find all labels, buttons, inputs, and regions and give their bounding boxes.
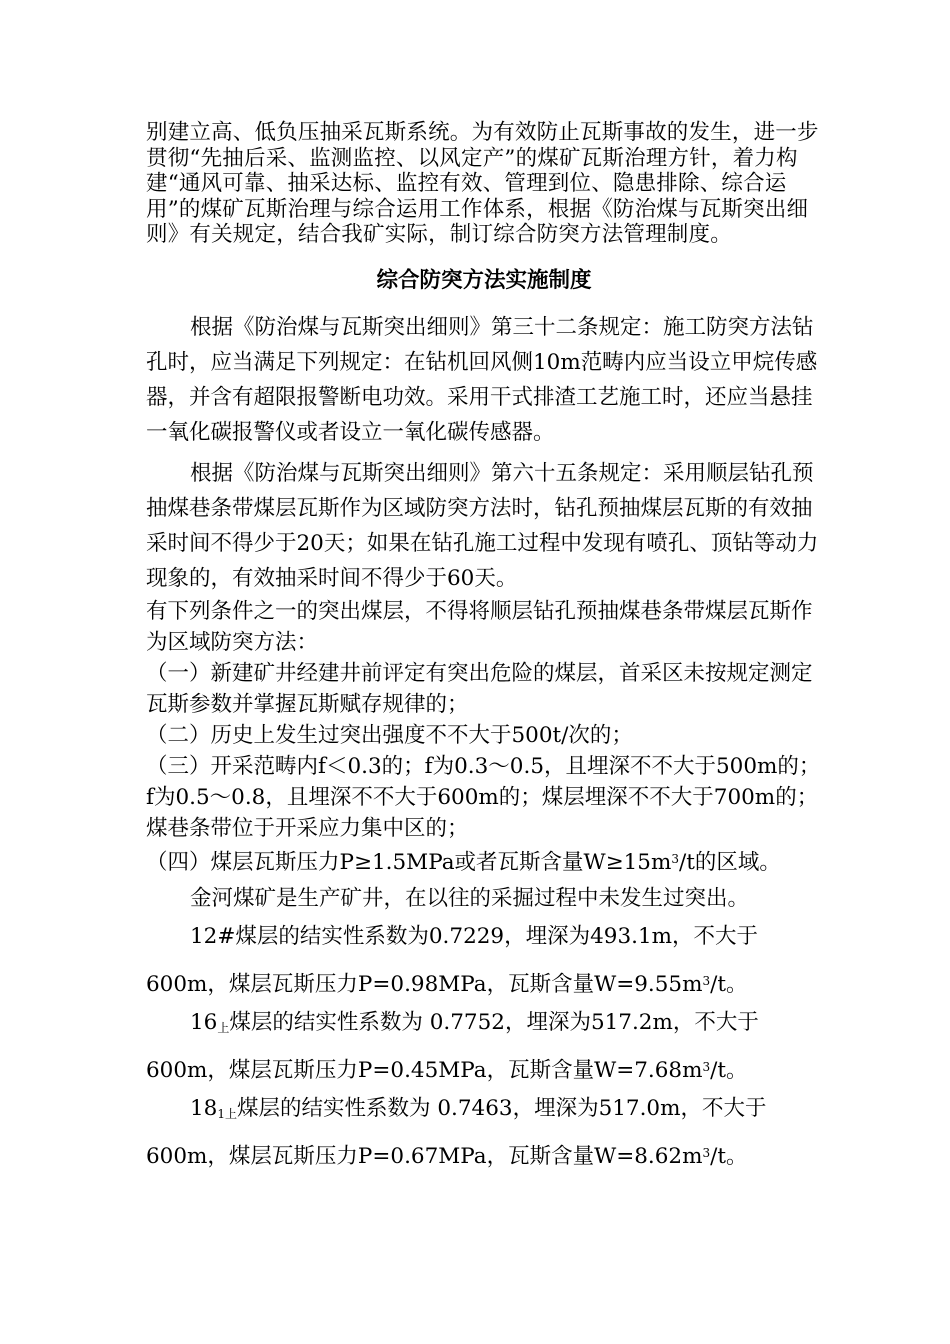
list-item-tail: /t的区域。: [679, 849, 781, 875]
seam-text: 煤层的结实性系数为 0.7752，埋深为517.2m，不大于600m，煤层瓦斯压力P=0.45MPa，瓦斯含量W=7.68m: [146, 1010, 759, 1083]
list-item: [146, 844, 822, 878]
seam-paragraph: [146, 1004, 822, 1090]
list-item: （二）历史上发生过突出强度不不大于500t/次的；: [146, 722, 633, 748]
seam-subscript: 上: [217, 1021, 230, 1035]
intro-paragraph: 别建立高、低负压抽采瓦斯系统。为有效防止瓦斯事故的发生，进一步贯彻“先抽后采、监测监控、以风定产”的煤矿瓦斯治理方针，着力构建“通风可靠、抽采达标、监控有效、管理到位、隐患排除、综合运用”的煤矿瓦斯治理与综合运用工作体系，根据《防治煤与瓦斯突出细则》有关规定，结合我矿实际，制订综合防突方法管理制度。: [146, 120, 819, 247]
seam-paragraph: [146, 1090, 822, 1176]
seam-label: 12#: [190, 924, 236, 949]
conditions-list: [146, 596, 822, 878]
seam-paragraph: [146, 918, 822, 1004]
paragraph-article-65: 根据《防治煤与瓦斯突出细则》第六十五条规定：采用顺层钻孔预抽煤巷条带煤层瓦斯作为区域防突方法时，钻孔预抽煤层瓦斯的有效抽采时间不得少于20天；如果在钻孔施工过程中发现有喷孔、顶钻等动力现象的，有效抽采时间不得少于60天。: [146, 460, 819, 591]
list-item-text: （四）煤层瓦斯压力P≥1.5MPa或者瓦斯含量W≥15m: [146, 849, 672, 875]
seam-text: 煤层的结实性系数为0.7229，埋深为493.1m，不大于600m，煤层瓦斯压力P=0.98MPa，瓦斯含量W=9.55m: [146, 924, 759, 997]
seam-label: 18: [190, 1096, 218, 1121]
seam-data: [146, 880, 822, 1177]
list-item: （一）新建矿井经建井前评定有突出危险的煤层，首采区未按规定测定瓦斯参数并掌握瓦斯赋存规律的；: [146, 660, 813, 717]
superscript: 3: [702, 1145, 711, 1160]
section-title: 综合防突方法实施制度: [376, 267, 592, 293]
superscript: 3: [671, 851, 680, 866]
superscript: 3: [702, 973, 711, 988]
list-lead: 有下列条件之一的突出煤层，不得将顺层钻孔预抽煤巷条带煤层瓦斯作为区域防突方法：: [146, 598, 813, 655]
seam-tail: /t。: [710, 1057, 748, 1083]
seam-text: 煤层的结实性系数为 0.7463，埋深为517.0m，不大于600m，煤层瓦斯压力P=0.67MPa，瓦斯含量W=8.62m: [146, 1096, 767, 1169]
paragraph-article-32: 根据《防治煤与瓦斯突出细则》第三十二条规定：施工防突方法钻孔时，应当满足下列规定：在钻机回风侧10m范畴内应当设立甲烷传感器，并含有超限报警断电功效。采用干式排渣工艺施工时，还应当悬挂一氧化碳报警仪或者设立一氧化碳传感器。: [146, 314, 818, 445]
seam-label: 16: [190, 1010, 218, 1035]
seam-tail: /t。: [710, 971, 748, 997]
seam-tail: /t。: [710, 1143, 748, 1169]
document-page: [146, 120, 822, 1176]
mine-note: 金河煤矿是生产矿井，在以往的采掘过程中未发生过突出。: [190, 885, 750, 911]
list-item: （三）开采范畴内f＜0.3的；f为0.3～0.5，且埋深不不大于500m的；f为0.5～0.8，且埋深不不大于600m的；煤层埋深不不大于700m的；煤巷条带位于开采应力集中区的；: [146, 753, 821, 841]
seam-subscript: 1上: [217, 1107, 237, 1121]
superscript: 3: [702, 1059, 711, 1074]
